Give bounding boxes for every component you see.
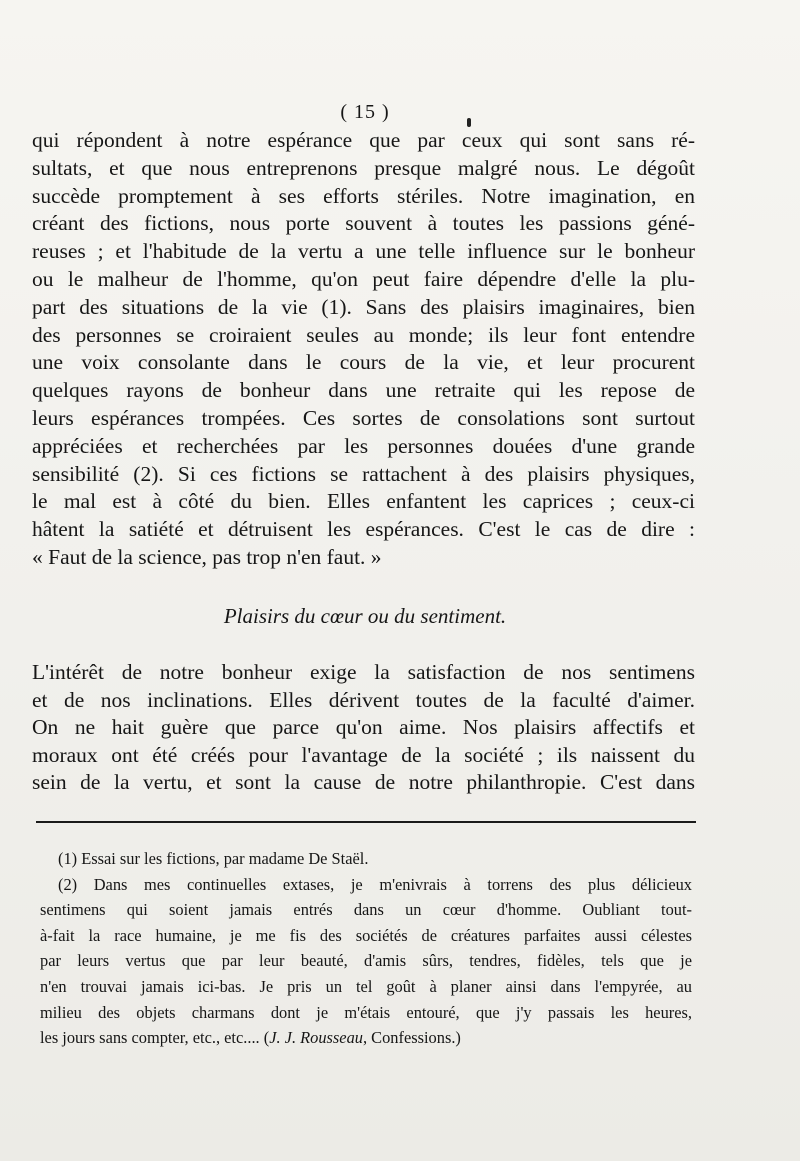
text-line: reuses ; et l'habitude de la vertu a une telle influence sur le bonheur <box>32 239 695 264</box>
text-line: appréciées et recherchées par les personnes douées d'une grande <box>32 433 695 458</box>
text-line: succède promptement à ses efforts stériles. Notre imagination, en <box>32 183 695 208</box>
footnote-2-line: milieu des objets charmans dont je m'étais entouré, que j'y passais les heures, <box>40 1002 692 1022</box>
footnote-divider <box>36 821 696 823</box>
footnote-2-author: J. J. Rousseau <box>269 1028 363 1048</box>
text-line: le mal est à côté du bien. Elles enfantent les caprices ; ceux-ci <box>32 489 695 514</box>
text-line: quelques rayons de bonheur dans une retraite qui les repose de <box>32 378 695 403</box>
footnote-2-line: par leurs vertus que par leur beauté, d'amis sûrs, tendres, fidèles, tels que je <box>40 951 692 971</box>
text-line: qui répondent à notre espérance que par ceux qui sont sans ré- <box>32 128 695 152</box>
footnote-2-line: n'en trouvai jamais ici-bas. Je pris un tel goût à planer ainsi dans l'empyrée, au <box>40 976 692 996</box>
footnote-2-text: les jours sans compter, etc., etc.... ( <box>40 1028 270 1048</box>
paragraph-2 <box>32 659 695 797</box>
text-line: une voix consolante dans le cours de la vie, et leur procurent <box>32 350 695 375</box>
text-line: créant des fictions, nous porte souvent à toutes les passions géné- <box>32 211 695 236</box>
footnote-2-line: sentimens qui soient jamais entrés dans un cœur d'homme. Oubliant tout- <box>40 900 692 920</box>
text-line: sein de la vertu, et sont la cause de notre philanthropie. C'est dans <box>32 770 695 795</box>
text-line: sensibilité (2). Si ces fictions se rattachent à des plaisirs physiques, <box>32 461 695 486</box>
text-line: leurs espérances trompées. Ces sortes de consolations sont surtout <box>32 405 695 430</box>
paragraph-1 <box>32 127 695 572</box>
text-line: et de nos inclinations. Elles dérivent toutes de la faculté d'aimer. <box>32 687 695 712</box>
text-line: des personnes se croiraient seules au monde; ils leur font entendre <box>32 322 695 347</box>
text-line: ou le malheur de l'homme, qu'on peut faire dépendre d'elle la plu- <box>32 266 695 291</box>
footnote-2-line: (2) Dans mes continuelles extases, je m'enivrais à torrens des plus délicieux <box>58 874 692 894</box>
text-line: hâtent la satiété et détruisent les espérances. C'est le cas de dire : <box>32 517 695 542</box>
text-line: On ne hait guère que parce qu'on aime. Nos plaisirs affectifs et <box>32 715 695 740</box>
footnote-2-last-line <box>40 1025 692 1051</box>
quote-line: « Faut de la science, pas trop n'en faut. » <box>32 544 382 569</box>
text-line: part des situations de la vie (1). Sans des plaisirs imaginaires, bien <box>32 294 695 319</box>
section-heading: Plaisirs du cœur ou du sentiment. <box>223 604 507 628</box>
text-line: L'intérêt de notre bonheur exige la satisfaction de nos sentimens <box>32 660 695 684</box>
footnote-1: (1) Essai sur les fictions, par madame De Staël. <box>58 849 369 868</box>
text-line: sultats, et que nous entreprenons presque malgré nous. Le dégoût <box>32 155 695 180</box>
page-number: ( 15 ) <box>340 101 390 123</box>
text-line: moraux ont été créés pour l'avantage de la société ; ils naissent du <box>32 742 695 767</box>
footnote-2-source: , Confessions.) <box>362 1028 461 1048</box>
footnote-2-line: à-fait la race humaine, je me fis des sociétés de créatures parfaites aussi célestes <box>40 925 692 945</box>
footnotes <box>40 846 692 1051</box>
